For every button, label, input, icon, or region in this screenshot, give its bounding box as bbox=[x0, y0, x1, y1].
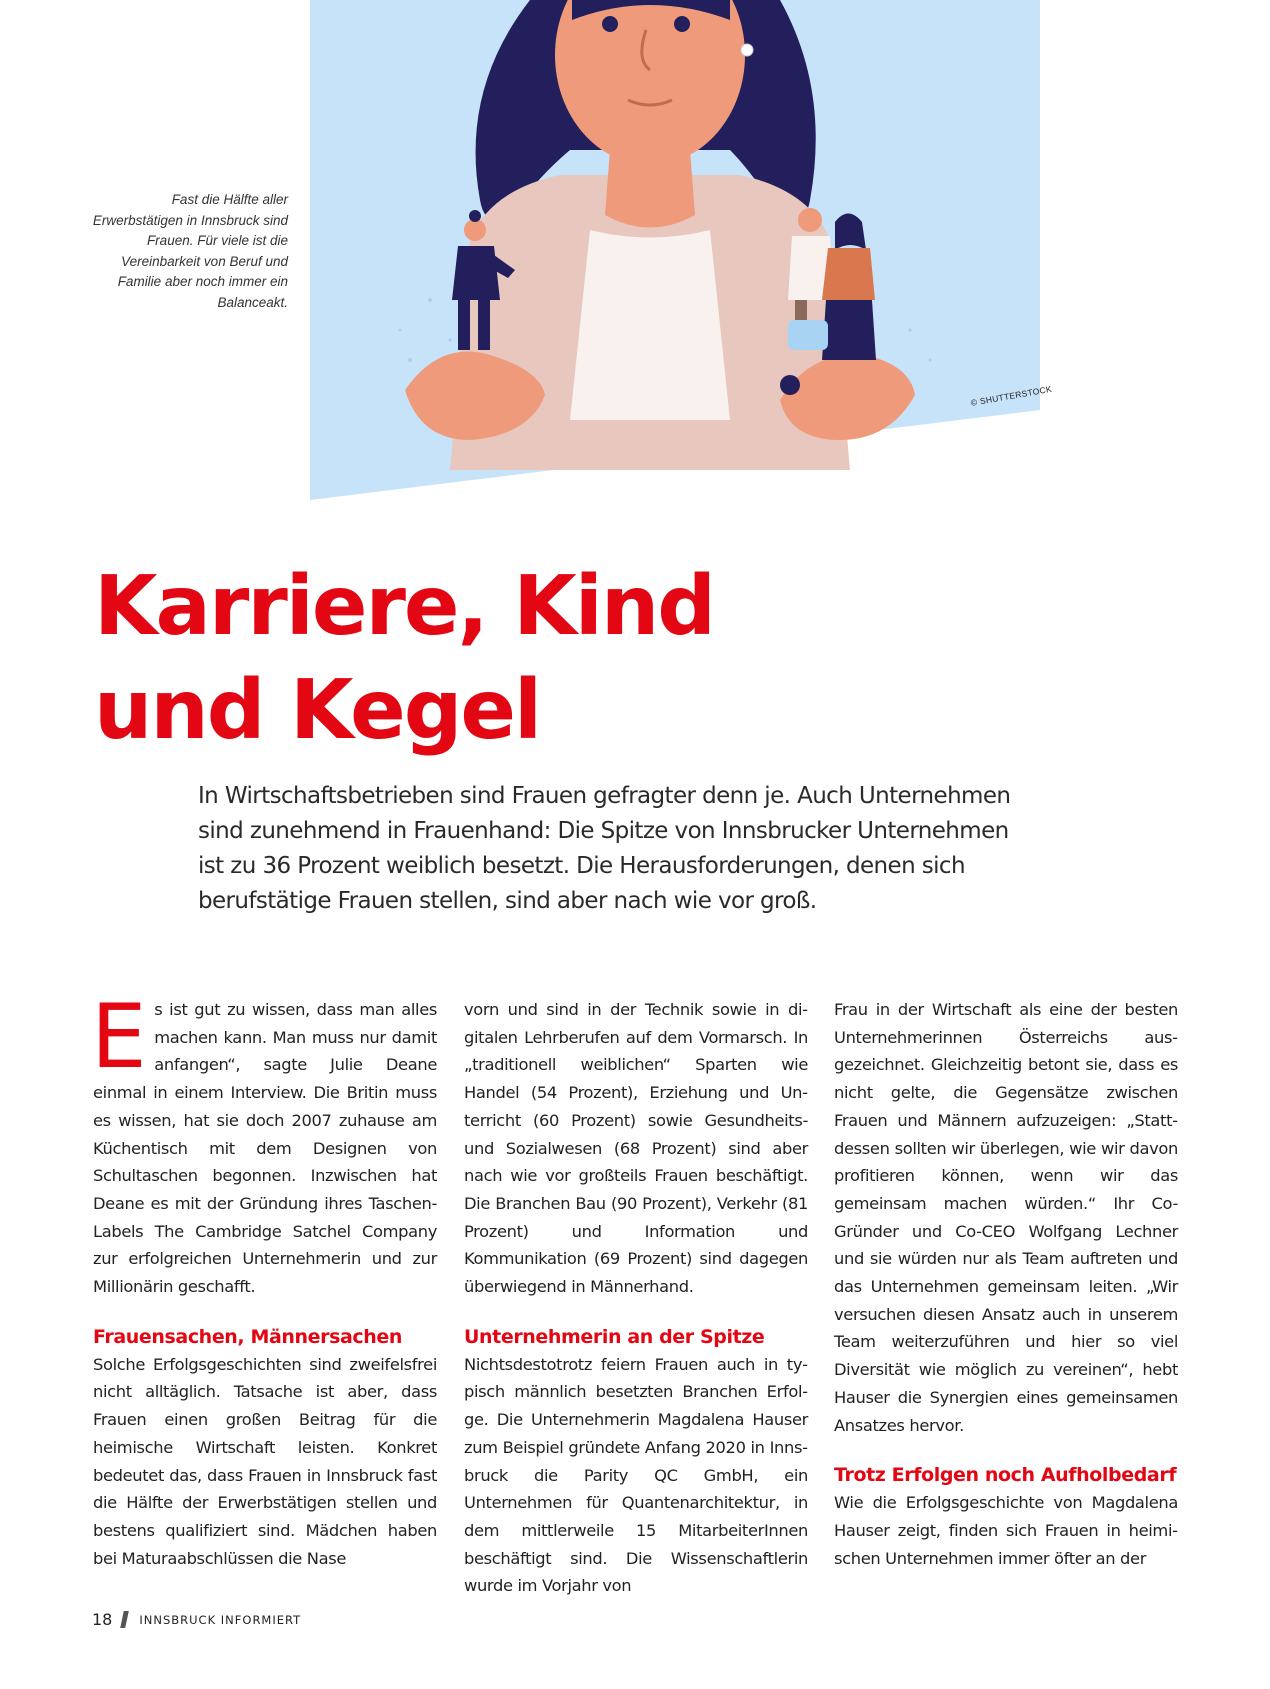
paragraph-3-part-2: Frau in der Wirtschaft als eine der besten Unternehmerinnen Österreichs ausgezeichnet. Gleichzeitig betont sie, dass es nicht gelte, die Gegensätze zwischen Frauen und Männern aufzuzeigen: „Stattdessen sollten wir überlegen, wie wir davon profitieren können, wenn wir das gemeinsam machen würden.“ Ihr Co-Gründer und Co-CEO Wolfgang Lechner und sie würden nur als Team auftreten und das Unternehmen gemeinsam leiten. „Wir versuchen diesen Ansatz auch in unserem Team weiterzuführen und hier so viel Diversität wie möglich zu vereinen“, hebt Hauser die Synergien eines gemeinsamen Ansatzes hervor. bbox=[834, 1000, 1178, 1435]
paragraph-1: s ist gut zu wissen, dass man alles machen kann. Man muss nur damit anfangen“, sagte Julie Deane einmal in einem Interview. Die Britin muss es wissen, hat sie doch 2007 zuhause am Küchentisch mit dem Designen von Schultaschen begonnen. Inzwischen hat Deane es mit der Gründung ihres Taschen-Labels The Cambridge Satchel Company zur erfolgreichen Unternehmerin und zur Millionärin geschafft. bbox=[93, 1000, 437, 1297]
page-footer bbox=[92, 1610, 301, 1629]
article-column-3 bbox=[834, 996, 1178, 1572]
woman-eye-right bbox=[674, 16, 690, 32]
woman-shirt bbox=[570, 230, 730, 420]
slash-divider bbox=[121, 1611, 130, 1628]
subheading-aufholbedarf: Trotz Erfolgen noch Aufholbedarf bbox=[834, 1464, 1177, 1487]
article-title bbox=[94, 555, 994, 763]
paragraph-2-part-2: vorn und sind in der Technik sowie in digitalen Lehrberufen auf dem Vormarsch. In „traditionell weiblichen“ Sparten wie Handel (54 Prozent), Erziehung und Unterricht (60 Prozent) sowie Gesundheits- und Sozialwesen (68 Prozent) sind aber nach wie vor großteils Frauen beschäftigt. Die Branchen Bau (90 Prozent), Verkehr (81 Prozent) und Information und Kommunikation (69 Prozent) sind dagegen überwiegend in Männerhand. bbox=[464, 1000, 808, 1297]
article-column-2 bbox=[464, 996, 808, 1600]
title-line-2: und Kegel bbox=[94, 663, 541, 758]
title-line-1: Karriere, Kind bbox=[94, 559, 714, 654]
magazine-name: INNSBRUCK INFORMIERT bbox=[139, 1612, 302, 1627]
woman-eye-left bbox=[602, 16, 618, 32]
page-number: 18 bbox=[92, 1610, 113, 1629]
dropcap: E bbox=[91, 985, 147, 1088]
image-credit: © SHUTTERSTOCK bbox=[970, 383, 1053, 408]
subheading-frauensachen: Frauensachen, Männersachen bbox=[93, 1325, 403, 1348]
paragraph-3-part-1: Nichtsdestotrotz feiern Frauen auch in typisch männlich besetzten Branchen Erfolge. Die Unternehmerin Magdalena Hauser zum Beispiel gründete Anfang 2020 in Innsbruck die Parity QC GmbH, ein Unternehmen für Quantenarchitektur, in dem mittlerweile 15 MitarbeiterInnen beschäftigt sind. Die Wissenschaftlerin wurde im Vorjahr von bbox=[464, 1354, 808, 1596]
paragraph-2-part-1: Solche Erfolgsgeschichten sind zweifelsfrei nicht alltäglich. Tatsache ist aber, dass Frauen einen großen Beitrag für die heimische Wirtschaft leisten. Konkret bedeutet das, dass Frauen in Innsbruck fast die Hälfte der Erwerbstätigen stellen und bestens qualifiziert sind. Mädchen haben bei Maturaabschlüssen die Nase bbox=[93, 1354, 437, 1568]
article-lead: In Wirtschaftsbetrieben sind Frauen gefragter denn je. Auch Unternehmen sind zunehmend in Frauenhand: Die Spitze von Innsbrucker Unternehmen ist zu 36 Prozent weiblich besetzt. Die Herausforderungen, denen sich berufstätige Frauen stellen, sind aber nach wie vor groß. bbox=[198, 783, 1011, 914]
illustration bbox=[310, 0, 1040, 500]
earring bbox=[741, 44, 753, 56]
paragraph-4: Wie die Erfolgsgeschichte von Magdalena Hauser zeigt, finden sich Frauen in heimischen Unternehmen immer öfter an der bbox=[834, 1493, 1178, 1568]
image-caption: Fast die Hälfte aller Erwerbstätigen in Innsbruck sind Frauen. Für viele ist die Vereinbarkeit von Beruf und Familie aber noch immer ein Balanceakt. bbox=[92, 192, 288, 310]
subheading-unternehmerin: Unternehmerin an der Spitze bbox=[464, 1325, 765, 1348]
article-column-1 bbox=[91, 985, 437, 1572]
